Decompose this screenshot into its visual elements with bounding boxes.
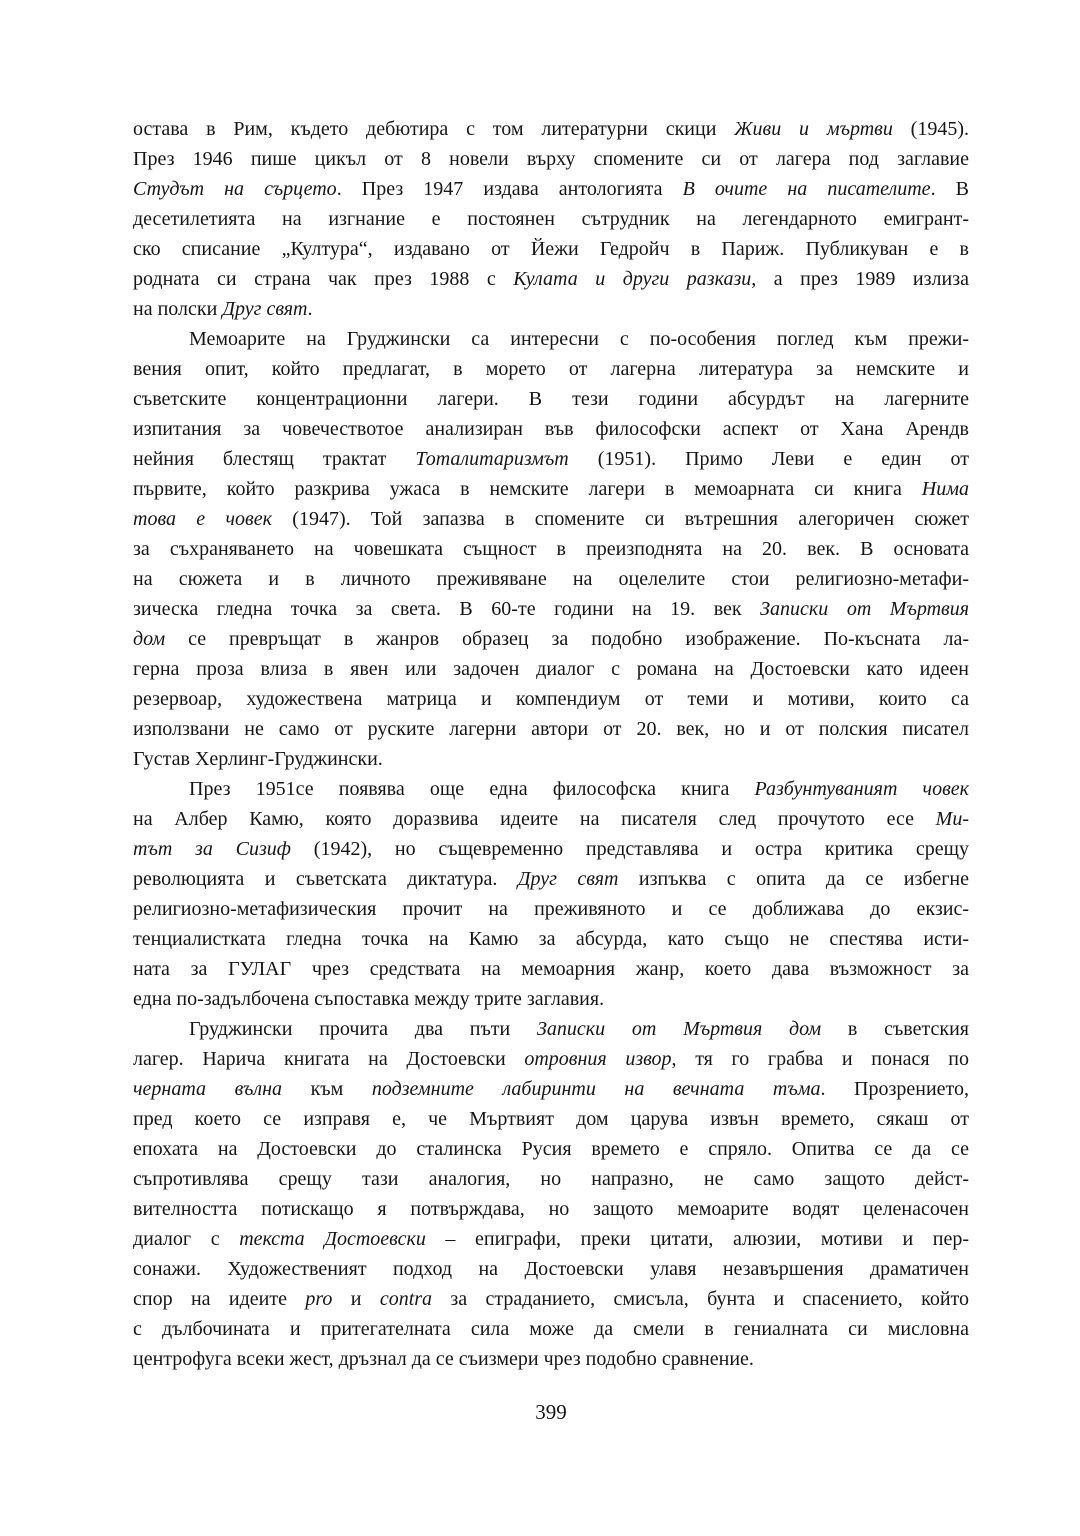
text-line — [133, 804, 969, 834]
text-run: се превръщат в жанров образец за подобно изображение. По-късната ла- — [165, 628, 969, 650]
text-run: спор на идеите — [133, 1288, 306, 1310]
text-run: , а през 1989 излиза — [751, 268, 969, 290]
paragraph — [133, 114, 969, 324]
italic-text-run: Тоталитаризмът — [415, 448, 569, 470]
text-line — [133, 174, 969, 204]
italic-text-run: Друг свят — [517, 868, 619, 890]
text-run: тенциалистката гледна точка на Камю за абсурда, като също не спестява исти- — [133, 928, 969, 950]
text-run: (1951). Примо Леви е един от — [568, 448, 969, 470]
text-line — [133, 204, 969, 234]
text-run: герна проза влиза в явен или задочен диалог с романа на Достоевски като идеен — [133, 658, 969, 680]
text-run: (1945). — [892, 118, 969, 140]
text-run: към — [282, 1078, 372, 1100]
italic-text-run: Кулата и други разкази — [513, 268, 752, 290]
text-line — [133, 1164, 969, 1194]
page-number: 399 — [535, 1400, 567, 1424]
italic-text-run: това е човек — [133, 508, 272, 530]
text-line — [133, 264, 969, 294]
text-run: родната си страна чак през 1988 с — [133, 268, 514, 290]
text-block — [133, 114, 969, 1374]
text-run: в съветския — [821, 1018, 969, 1040]
text-line — [133, 984, 969, 1014]
text-run: резервоар, художествена матрица и компендиум от теми и мотиви, които са — [133, 688, 969, 710]
text-line — [133, 1224, 969, 1254]
text-line — [133, 744, 969, 774]
paragraph — [133, 324, 969, 774]
text-run: . Прозрението, — [820, 1078, 969, 1100]
italic-text-run: Разбунтуваният човек — [754, 778, 969, 800]
text-run: една по-задълбочена съпоставка между трите заглавия. — [133, 988, 605, 1010]
text-run: (1942), но същевременно представлява и остра критика срещу — [291, 838, 969, 860]
text-line — [133, 924, 969, 954]
text-line — [133, 624, 969, 654]
italic-text-run: В очите на писателите — [682, 178, 931, 200]
text-run: революцията и съветската диктатура. — [133, 868, 518, 890]
text-run: и — [332, 1288, 380, 1310]
text-run: вения опит, който предлагат, в морето от лагерна литература за немските и — [133, 358, 969, 380]
text-line — [133, 504, 969, 534]
paragraph — [133, 774, 969, 1014]
text-line — [133, 1074, 969, 1104]
text-line — [133, 354, 969, 384]
italic-text-run: текста Достоевски — [239, 1228, 426, 1250]
text-line — [133, 324, 969, 354]
text-run: нейния блестящ трактат — [133, 448, 416, 470]
text-run: пред което се изправя е, че Мъртвият дом царува извън времето, сякаш от — [133, 1108, 969, 1130]
text-line — [133, 564, 969, 594]
text-run: . — [307, 298, 313, 320]
text-line — [133, 114, 969, 144]
text-run: – епиграфи, преки цитати, алюзии, мотиви и пер- — [425, 1228, 969, 1250]
text-line — [133, 1314, 969, 1344]
text-line — [133, 1284, 969, 1314]
text-run: за страданието, смисъла, бунта и спасението, който — [432, 1288, 969, 1310]
text-run: с дълбочината и притегателната сила може да смели в гениалната си мисловна — [133, 1318, 969, 1340]
text-line — [133, 1104, 969, 1134]
italic-text-run: дом — [133, 628, 166, 650]
text-line — [133, 864, 969, 894]
text-run: центрофуга всеки жест, дръзнал да се съизмери чрез подобно сравнение. — [133, 1348, 754, 1370]
text-run: на Албер Камю, която доразвива идеите на писателя след прочутото есе — [133, 808, 936, 830]
text-line — [133, 384, 969, 414]
text-line — [133, 774, 969, 804]
text-line — [133, 834, 969, 864]
text-run: остава в Рим, където дебютира с том литературни скици — [133, 118, 735, 140]
text-line — [133, 1134, 969, 1164]
italic-text-run: Ми- — [935, 808, 969, 830]
italic-text-run: тът за Сизиф — [133, 838, 291, 860]
text-run: диалог с — [133, 1228, 240, 1250]
text-run: изпъква с опита да се избегне — [618, 868, 969, 890]
text-line — [133, 894, 969, 924]
italic-text-run: Записки от Мъртвия — [760, 598, 969, 620]
italic-text-run: Записки от Мъртвия дом — [537, 1018, 822, 1040]
text-line — [133, 654, 969, 684]
text-run: вителността потискащо я потвърждава, но защото мемоарите водят целенасочен — [133, 1198, 969, 1220]
text-line — [133, 414, 969, 444]
text-line — [133, 594, 969, 624]
text-line — [133, 1014, 969, 1044]
text-line — [133, 1344, 969, 1374]
paragraph — [133, 1014, 969, 1374]
text-run: зическа гледна точка за света. В 60-те години на 19. век — [133, 598, 761, 620]
text-run: съветските концентрационни лагери. В тези години абсурдът на лагерните — [133, 388, 969, 410]
text-line — [133, 1194, 969, 1224]
text-line — [133, 234, 969, 264]
italic-text-run: Студът на сърцето — [133, 178, 337, 200]
text-line — [133, 144, 969, 174]
text-run: епохата на Достоевски до сталинска Русия времето е спряло. Опитва се да се — [133, 1138, 969, 1160]
text-run: на полски — [133, 298, 223, 320]
italic-text-run: Друг свят — [222, 298, 308, 320]
text-run: (1947). Той запазва в спомените си вътрешния алегоричен сюжет — [271, 508, 969, 530]
text-line — [133, 714, 969, 744]
italic-text-run: contra — [379, 1288, 433, 1310]
text-run: лагер. Нарича книгата на Достоевски — [133, 1048, 525, 1070]
text-line — [133, 474, 969, 504]
text-line — [133, 294, 969, 324]
text-run: първите, който разкрива ужаса в немските лагери в мемоарната си книга — [133, 478, 922, 500]
text-run: ско списание „Култура“, издавано от Йежи Гедройч в Париж. Публикуван е в — [133, 238, 969, 260]
text-run: Густав Херлинг-Груджински. — [133, 748, 383, 770]
text-run: десетилетията на изгнание е постоянен сътрудник на легендарното емигрант- — [133, 208, 969, 230]
text-run: През 1951се появява още една философска книга — [189, 778, 755, 800]
text-run: изпитания за човечествотое анализиран във философски аспект от Хана Арендв — [133, 418, 969, 440]
text-run: използвани не само от руските лагерни автори от 20. век, но и от полския писател — [133, 718, 969, 740]
italic-text-run: Нима — [921, 478, 969, 500]
italic-text-run: Живи и мъртви — [734, 118, 893, 140]
text-run: . В — [930, 178, 969, 200]
text-run: Груджински прочита два пъти — [189, 1018, 537, 1040]
text-line — [133, 1254, 969, 1284]
italic-text-run: подземните лабиринти на вечната тъма — [371, 1078, 821, 1100]
text-run: Мемоарите на Груджински са интересни с по-особения поглед към прежи- — [189, 328, 969, 350]
text-run: , тя го грабва и понася по — [671, 1048, 969, 1070]
text-line — [133, 1044, 969, 1074]
italic-text-run: отровния извор — [524, 1048, 672, 1070]
text-run: сонажи. Художественият подход на Достоевски улавя незавършения драматичен — [133, 1258, 969, 1280]
text-line — [133, 444, 969, 474]
text-run: ната за ГУЛАГ чрез средствата на мемоарния жанр, което дава възможност за — [133, 958, 969, 980]
text-run: През 1946 пише цикъл от 8 новели върху спомените си от лагера под заглавие — [133, 148, 969, 170]
text-line — [133, 954, 969, 984]
text-run: на сюжета и в личното преживяване на оцелелите стои религиозно-метафи- — [133, 568, 969, 590]
text-line — [133, 534, 969, 564]
text-line — [133, 684, 969, 714]
text-run: религиозно-метафизическия прочит на преживяното и се доближава до екзис- — [133, 898, 969, 920]
text-run: съпротивлява срещу тази аналогия, но напразно, не само защото дейст- — [133, 1168, 969, 1190]
text-run: . През 1947 издава антологията — [336, 178, 683, 200]
italic-text-run: черната вълна — [133, 1078, 283, 1100]
text-run: за съхраняването на човешката същност в преизподнята на 20. век. В основата — [133, 538, 969, 560]
italic-text-run: pro — [305, 1288, 333, 1310]
